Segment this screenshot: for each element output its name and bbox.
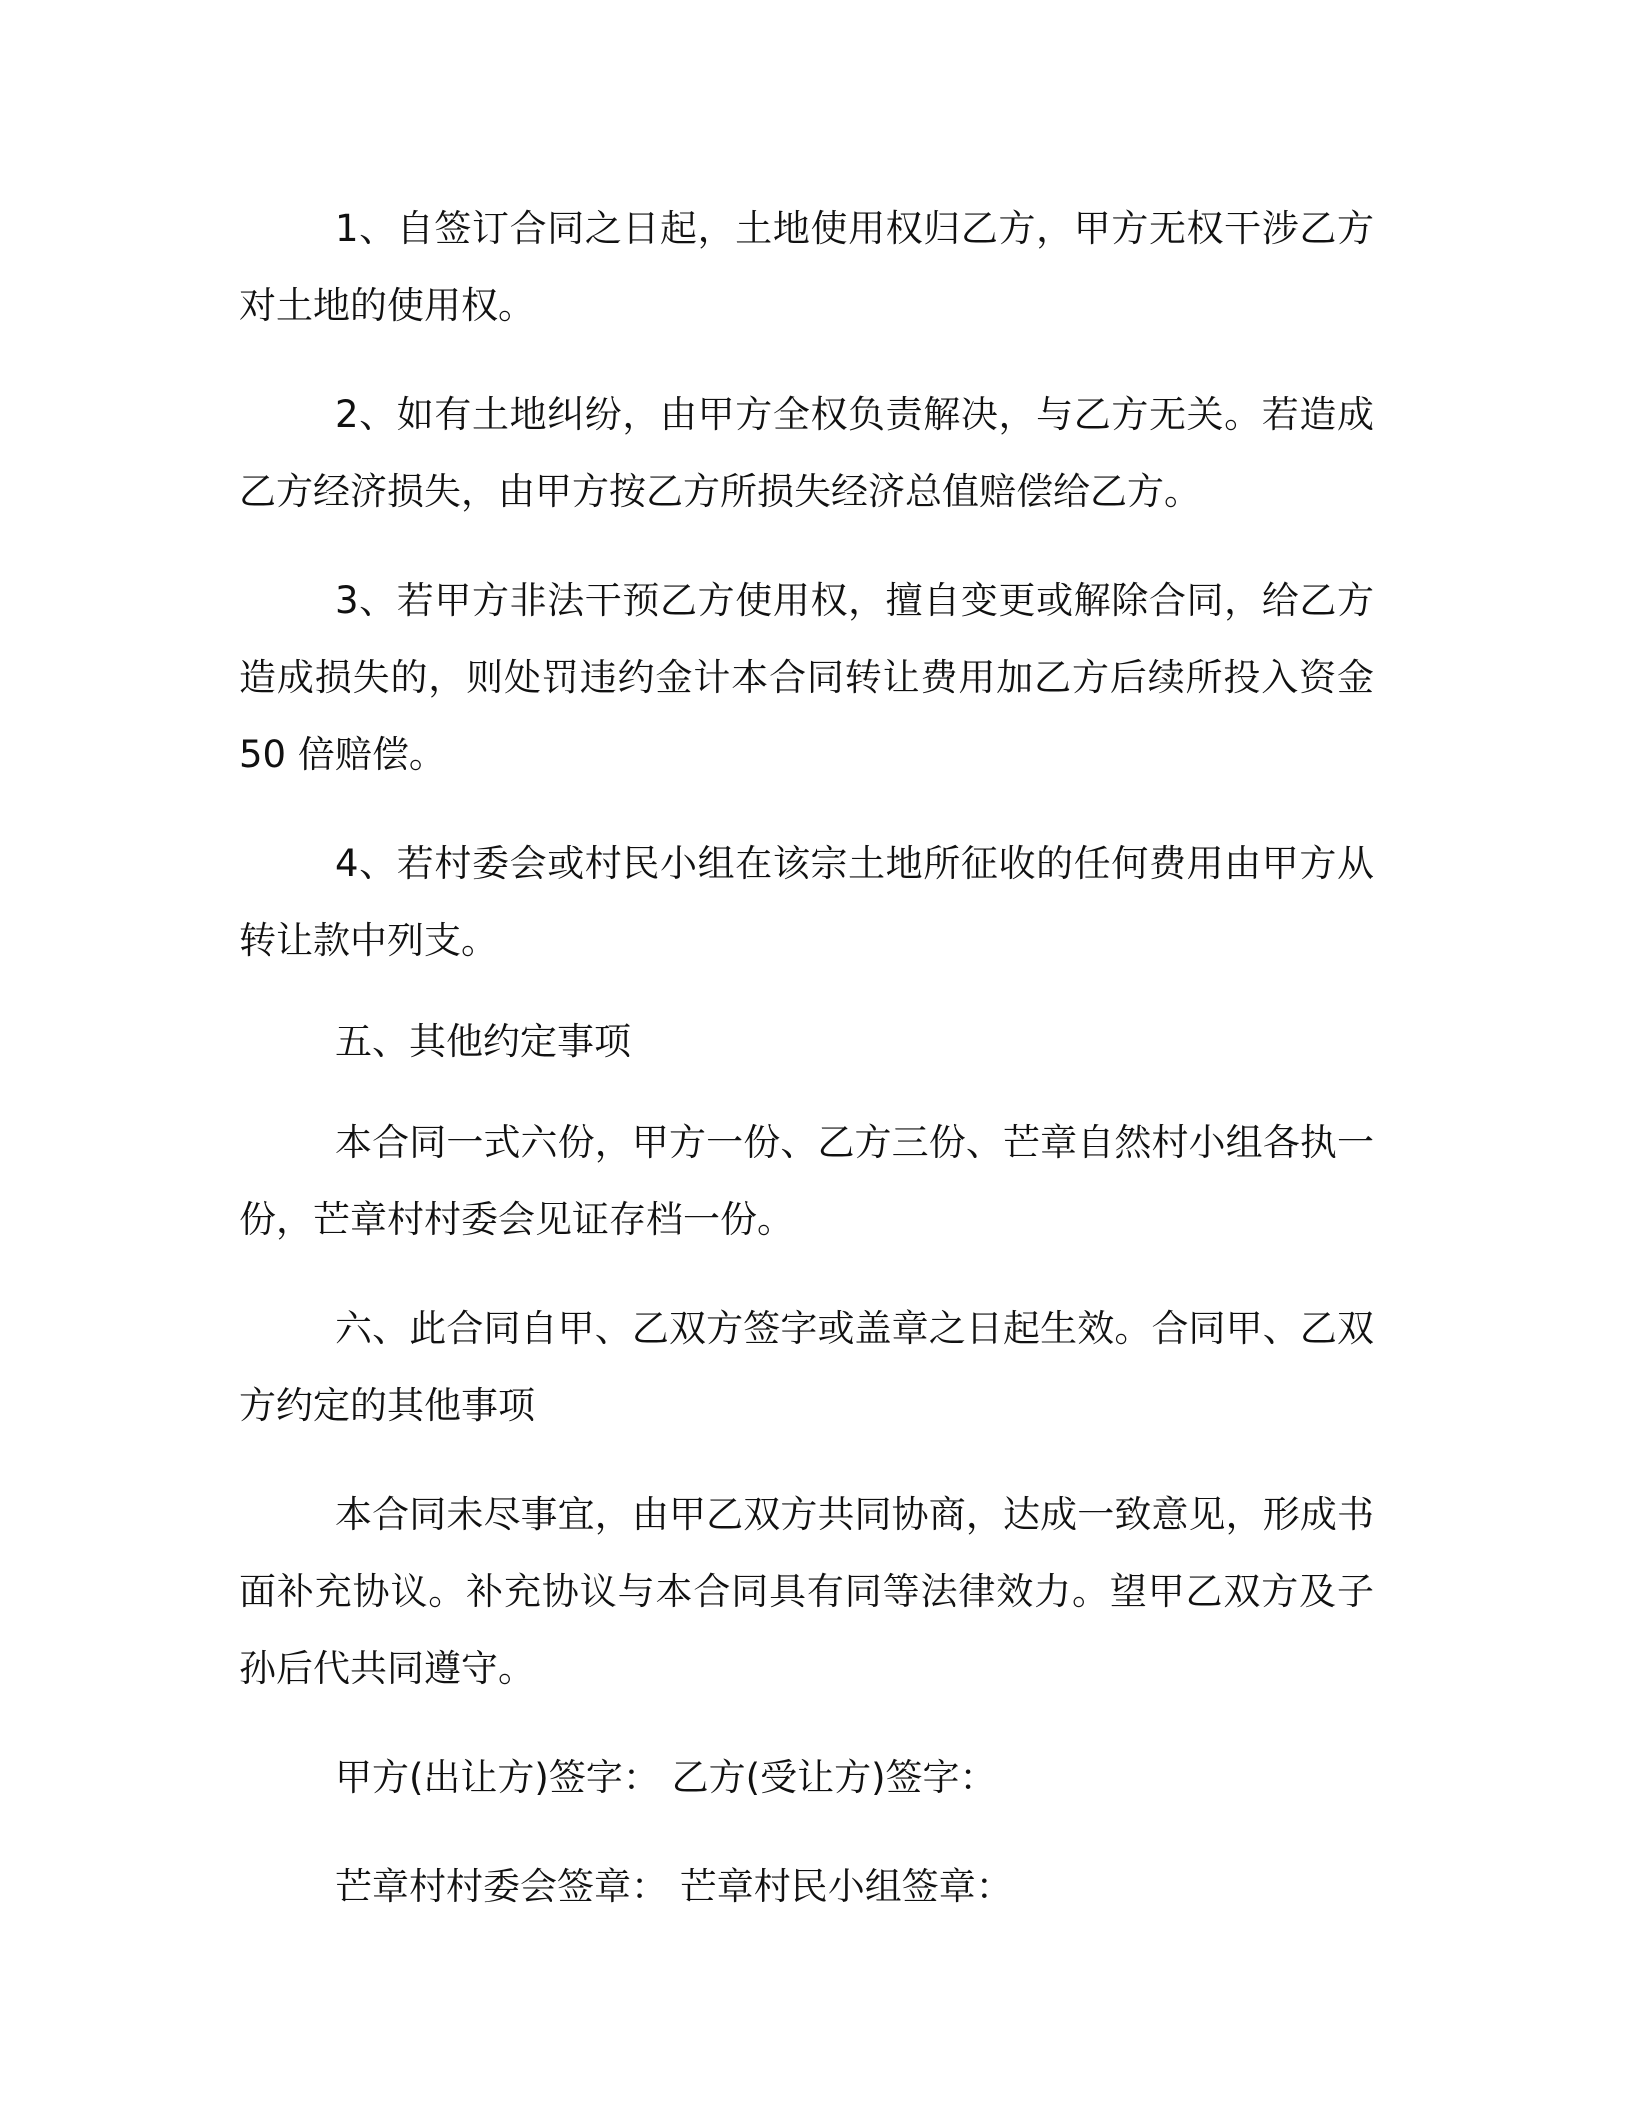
copies-clause: 本合同一式六份，甲方一份、乙方三份、芒章自然村小组各执一份，芒章村村委会见证存档一份。 [239,1121,1374,1241]
committee-seal-line: 芒章村村委会签章： 芒章村民小组签章： [335,1865,1013,1908]
supplementary-clause: 本合同未尽事宜，由甲乙双方共同协商，达成一致意见，形成书面补充协议。补充协议与本合同具有同等法律效力。望甲乙双方及子孙后代共同遵守。 [239,1493,1374,1690]
clause-1: 1、自签订合同之日起，土地使用权归乙方，甲方无权干涉乙方对土地的使用权。 [239,207,1374,327]
section-heading-5: 五、其他约定事项 [335,1020,631,1063]
document-body [239,190,1374,1925]
clause-3: 3、若甲方非法干预乙方使用权，擅自变更或解除合同，给乙方造成损失的，则处罚违约金计本合同转让费用加乙方后续所投入资金 50 倍赔偿。 [239,579,1374,776]
clause-2: 2、如有土地纠纷，由甲方全权负责解决，与乙方无关。若造成乙方经济损失，由甲方按乙方所损失经济总值赔偿给乙方。 [239,393,1374,513]
section-6-effective: 六、此合同自甲、乙双方签字或盖章之日起生效。合同甲、乙双方约定的其他事项 [239,1307,1374,1427]
clause-4: 4、若村委会或村民小组在该宗土地所征收的任何费用由甲方从转让款中列支。 [239,842,1374,962]
party-signature-line: 甲方(出让方)签字： 乙方(受让方)签字： [335,1756,997,1799]
